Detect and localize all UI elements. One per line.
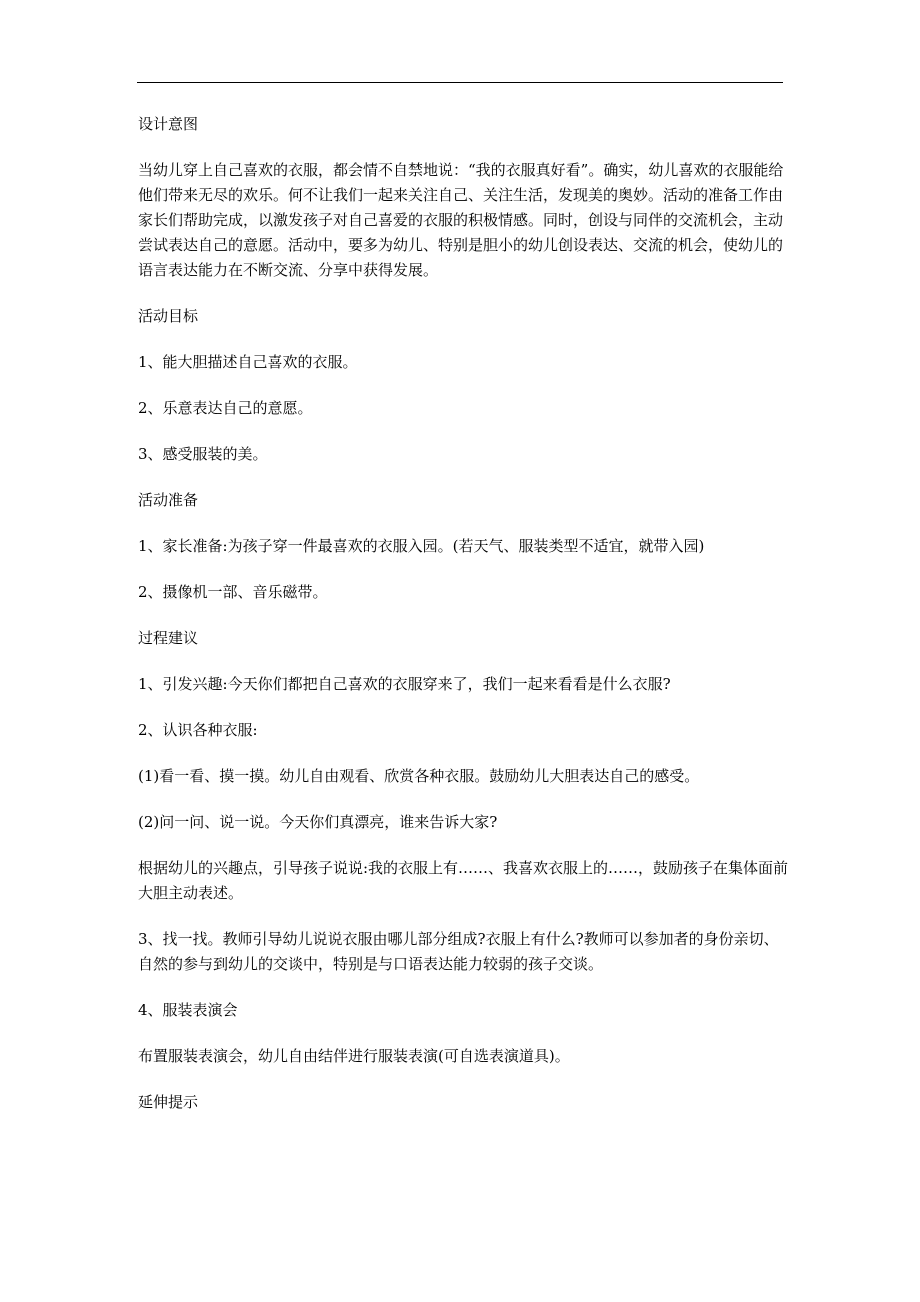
process-item-2: 2、认识各种衣服: bbox=[138, 721, 258, 739]
process-item-3: 3、找一找。教师引导幼儿说说衣服由哪儿部分组成?衣服上有什么?教师可以参加者的身份亲切、自然的参与到幼儿的交谈中，特别是与口语表达能力较弱的孩子交谈。 bbox=[138, 930, 779, 973]
heading-design-intent: 设计意图 bbox=[138, 115, 199, 133]
process-item-1: 1、引发兴趣:今天你们都把自己喜欢的衣服穿来了，我们一起来看看是什么衣服? bbox=[138, 675, 671, 693]
heading-activity-goals: 活动目标 bbox=[138, 307, 199, 325]
preparation-item-1: 1、家长准备:为孩子穿一件最喜欢的衣服入园。(若天气、服装类型不适宜，就带入园) bbox=[138, 537, 705, 555]
preparation-item-2: 2、摄像机一部、音乐磁带。 bbox=[138, 583, 328, 601]
paragraph-design-intent: 当幼儿穿上自己喜欢的衣服，都会情不自禁地说：“我的衣服真好看”。确实，幼儿喜欢的衣服能给他们带来无尽的欢乐。何不让我们一起来关注自己、关注生活，发现美的奥妙。活动的准备工作由家长们帮助完成，以激发孩子对自己喜爱的衣服的积极情感。同时，创设与同伴的交流机会，主动尝试表达自己的意愿。活动中，要多为幼儿、特别是胆小的幼儿创设表达、交流的机会，使幼儿的语言表达能力在不断交流、分享中获得发展。 bbox=[138, 161, 784, 279]
process-sub-item-1: (1)看一看、摸一摸。幼儿自由观看、欣赏各种衣服。鼓励幼儿大胆表达自己的感受。 bbox=[138, 767, 700, 785]
process-sub-item-2: (2)问一问、说一说。今天你们真漂亮，谁来告诉大家? bbox=[138, 813, 498, 831]
heading-extension-tips: 延伸提示 bbox=[138, 1093, 199, 1111]
heading-process-suggestions: 过程建议 bbox=[138, 629, 199, 647]
header-rule bbox=[137, 82, 783, 83]
process-guidance-paragraph: 根据幼儿的兴趣点，引导孩子说说:我的衣服上有……、我喜欢衣服上的……，鼓励孩子在集体面前大胆主动表述。 bbox=[138, 859, 789, 902]
process-item-4: 4、服装表演会 bbox=[138, 1001, 238, 1019]
goal-item-2: 2、乐意表达自己的意愿。 bbox=[138, 399, 313, 417]
document-body bbox=[138, 112, 790, 1136]
goal-item-1: 1、能大胆描述自己喜欢的衣服。 bbox=[138, 353, 358, 371]
heading-activity-preparation: 活动准备 bbox=[138, 491, 199, 509]
fashion-show-paragraph: 布置服装表演会，幼儿自由结伴进行服装表演(可自选表演道具)。 bbox=[138, 1047, 570, 1065]
goal-item-3: 3、感受服装的美。 bbox=[138, 445, 268, 463]
